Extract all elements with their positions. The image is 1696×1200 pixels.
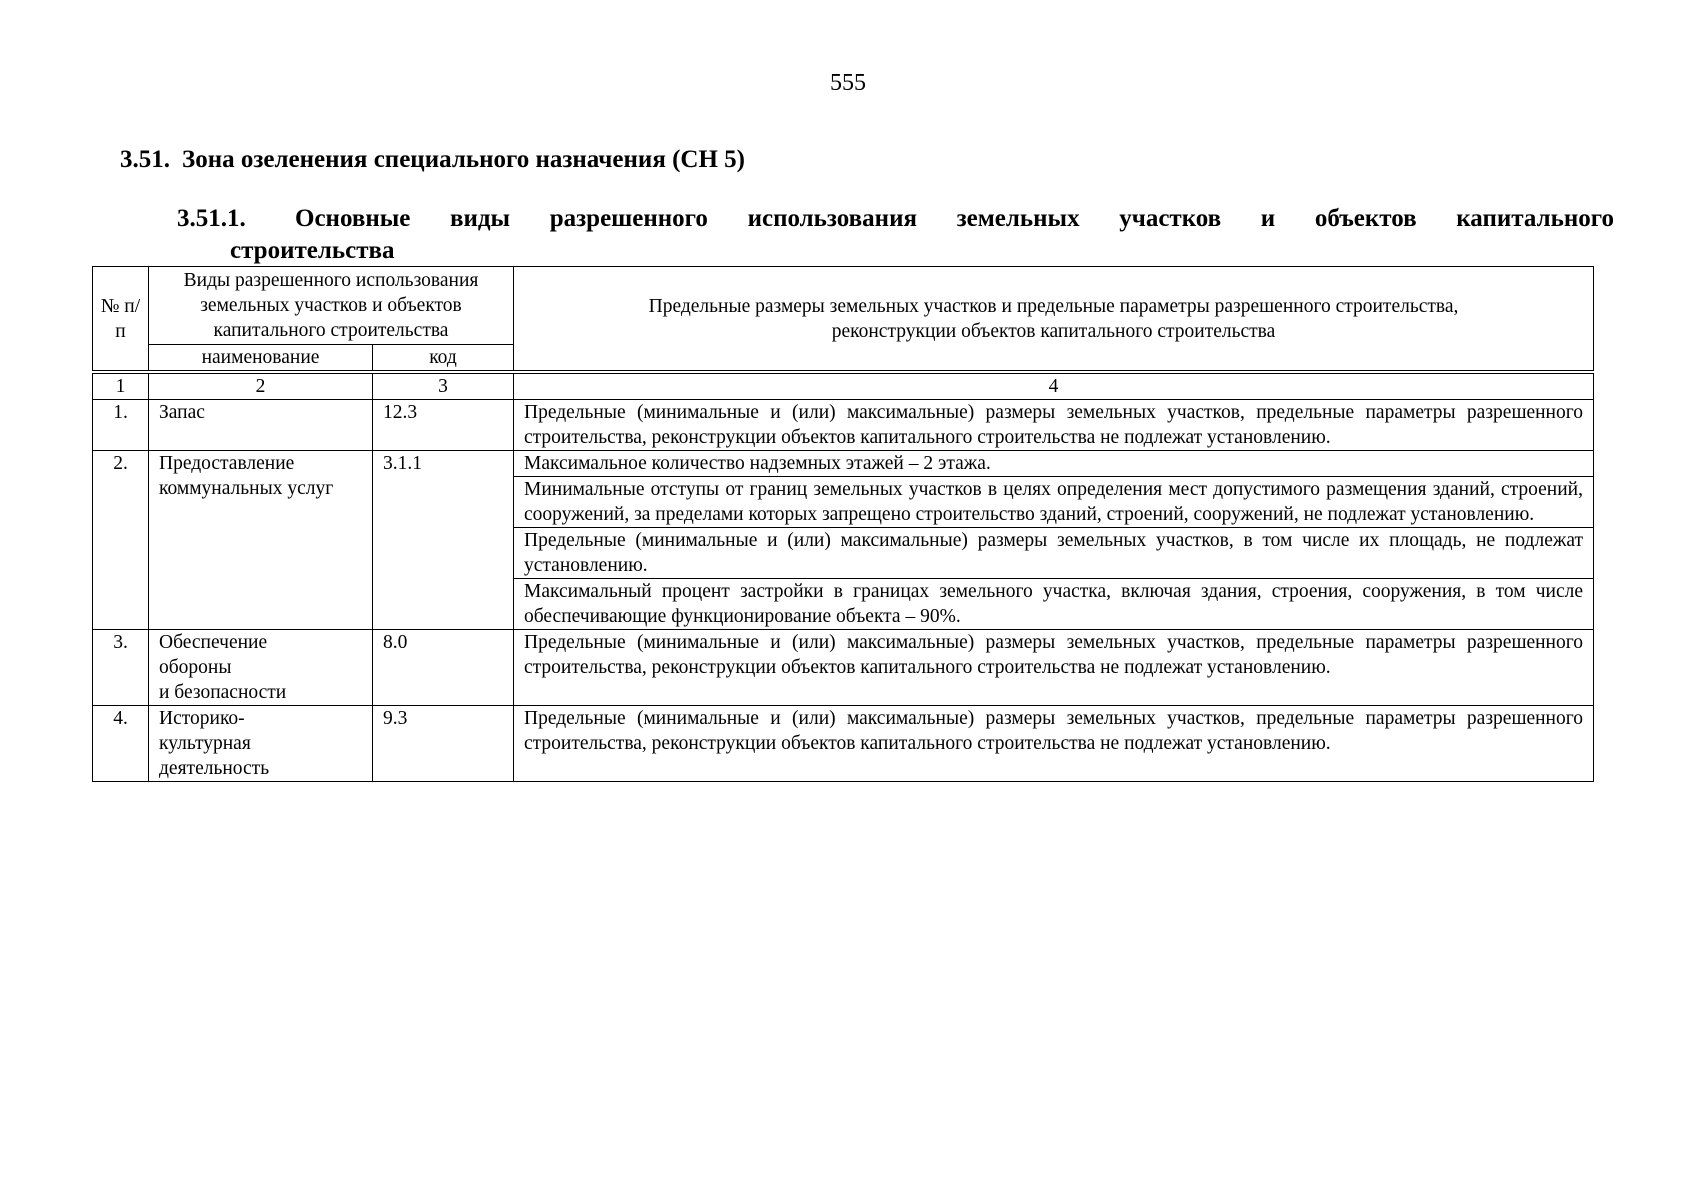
title-word: капитального: [1456, 205, 1614, 232]
row-param: Предельные (минимальные и (или) максимальные) размеры земельных участков, в том числе их площадь, не подлежат установлению.: [514, 528, 1594, 579]
title-word: использования: [747, 205, 917, 232]
row-name-line: Обеспечение: [159, 632, 268, 653]
row-name-line: деятельность: [159, 758, 270, 779]
header-col-limits: Предельные размеры земельных участков и предельные параметры разрешенного строительства, реконструкции объектов капитального строительства: [514, 267, 1594, 371]
title-word: земельных: [956, 205, 1080, 232]
row-param: Минимальные отступы от границ земельных участков в целях определения мест допустимого размещения зданий, строений, сооружений, за пределами которых запрещено строительство зданий, строений, сооружений, не подлежат установлению.: [514, 477, 1594, 528]
table-header: [92, 266, 1594, 371]
row-param: Максимальный процент застройки в границах земельного участка, включая здания, строения, сооружения, в том числе обеспечивающие функционирование объекта – 90%.: [514, 579, 1594, 630]
row-name: Предоставление коммунальных услуг: [149, 451, 373, 630]
header-col-number: № п/п: [93, 267, 149, 371]
index-cell: 1: [93, 374, 149, 400]
subsection-title-line2: строительства: [230, 237, 395, 264]
row-number: 3.: [93, 630, 149, 706]
header-col-code: код: [373, 345, 514, 371]
subsection-number: 3.51.1.: [177, 205, 246, 232]
subsection-heading: [177, 203, 1614, 267]
title-word: объектов: [1314, 205, 1417, 232]
row-number: 4.: [93, 706, 149, 782]
row-name: [149, 630, 373, 706]
row-code: 12.3: [373, 400, 514, 451]
table-index-row: [93, 374, 1594, 400]
section-heading: [120, 146, 745, 174]
title-word: участков: [1119, 205, 1222, 232]
title-word: разрешенного: [549, 205, 708, 232]
row-name-line: Историко-: [159, 708, 245, 729]
table-row: [93, 706, 1594, 782]
page-number: 555: [830, 70, 866, 96]
row-param: Предельные (минимальные и (или) максимальные) размеры земельных участков, предельные параметры разрешенного строительства, реконструкции объектов капитального строительства не подлежат установлению.: [514, 400, 1594, 451]
title-word: виды: [450, 205, 511, 232]
row-number: 2.: [93, 451, 149, 630]
title-word: и: [1260, 205, 1276, 232]
index-cell: 4: [514, 374, 1594, 400]
header-col-name: наименование: [149, 345, 373, 371]
row-number: 1.: [93, 400, 149, 451]
row-name-line: и безопасности: [159, 682, 287, 703]
table-row: [93, 451, 1594, 477]
row-name-line: культурная: [159, 733, 251, 754]
table-row: [93, 630, 1594, 706]
row-name: [149, 706, 373, 782]
header-col-types: Виды разрешенного использования земельных участков и объектов капитального строительства: [149, 267, 514, 345]
table-body: [92, 373, 1594, 782]
row-code: 8.0: [373, 630, 514, 706]
section-title: Зона озеленения специального назначения (СН 5): [182, 146, 745, 173]
row-code: 3.1.1: [373, 451, 514, 630]
row-param: Предельные (минимальные и (или) максимальные) размеры земельных участков, предельные параметры разрешенного строительства, реконструкции объектов капитального строительства не подлежат установлению.: [514, 630, 1594, 706]
row-param: Предельные (минимальные и (или) максимальные) размеры земельных участков, предельные параметры разрешенного строительства, реконструкции объектов капитального строительства не подлежат установлению.: [514, 706, 1594, 782]
index-cell: 2: [149, 374, 373, 400]
row-param: Максимальное количество надземных этажей – 2 этажа.: [514, 451, 1594, 477]
row-name-line: обороны: [159, 657, 232, 678]
subsection-title-line1: [295, 203, 1614, 235]
row-name: Запас: [149, 400, 373, 451]
section-number: 3.51.: [120, 146, 170, 173]
index-cell: 3: [373, 374, 514, 400]
row-code: 9.3: [373, 706, 514, 782]
title-word: Основные: [295, 205, 411, 232]
table-row: [93, 400, 1594, 451]
